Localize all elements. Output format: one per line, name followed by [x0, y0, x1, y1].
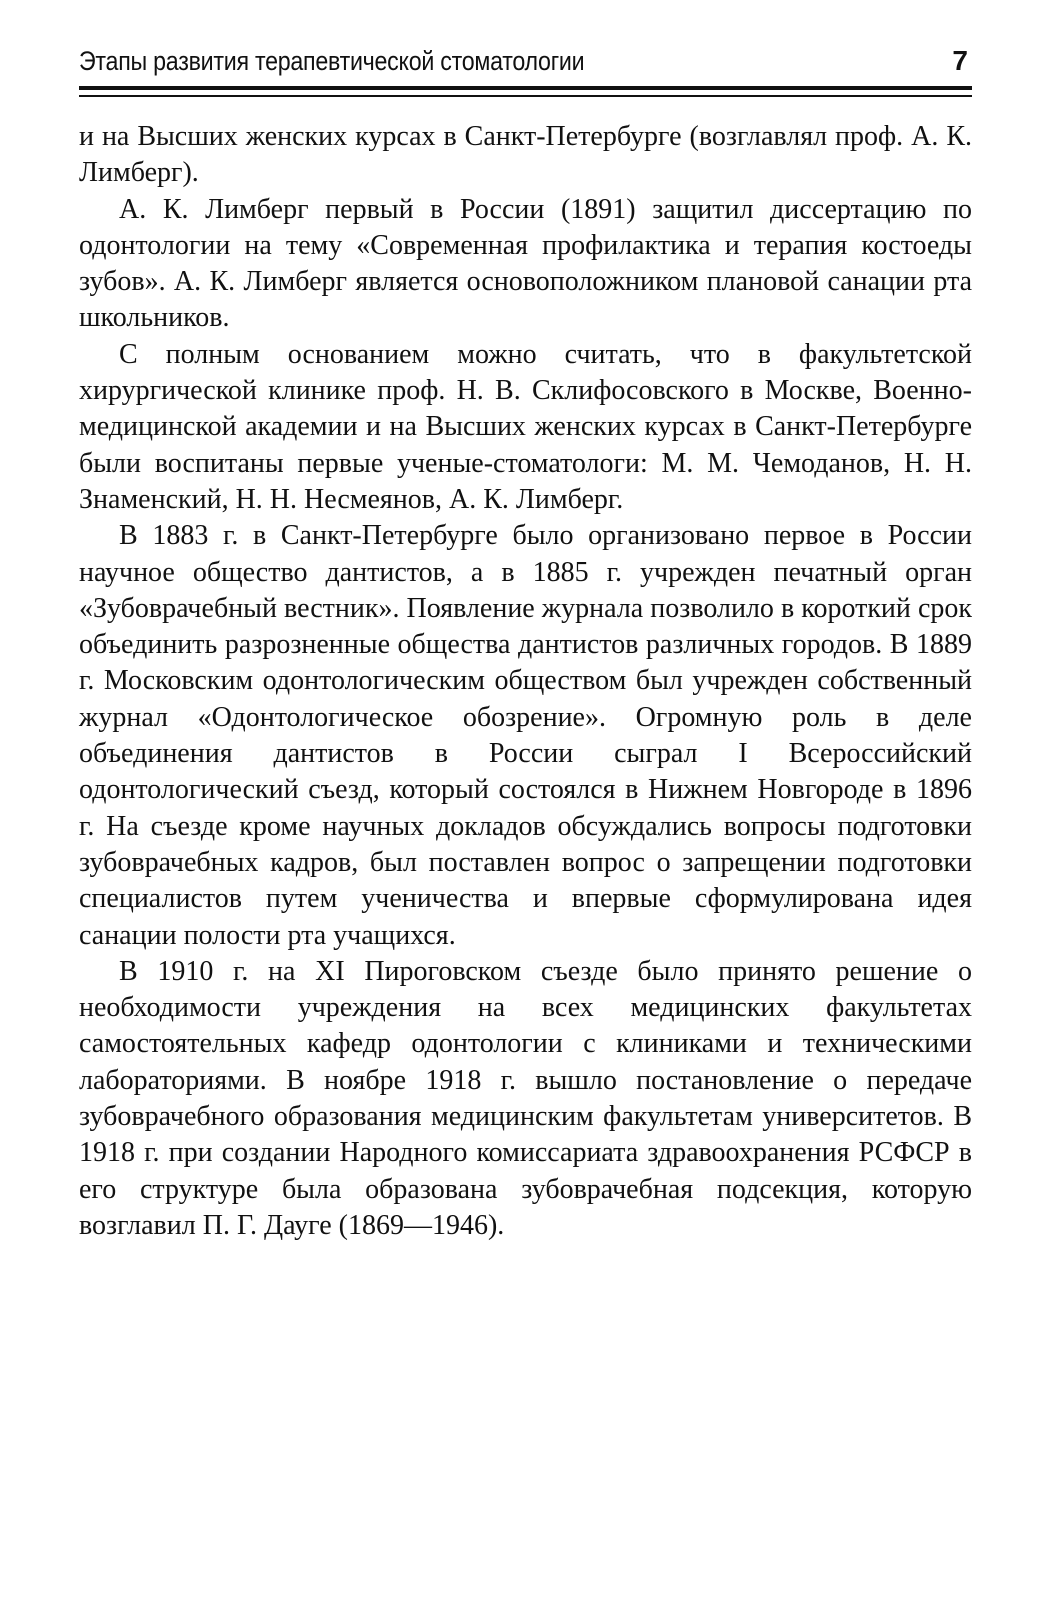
running-head [79, 44, 972, 84]
header-rule-thick [79, 86, 972, 90]
paragraph: А. К. Лимберг первый в России (1891) защитил диссертацию по одонтологии на тему «Современная профилактика и терапия костоеды зубов». А. К. Лимберг является основоположником плановой санации рта школьников. [79, 193, 972, 334]
paragraph: В 1910 г. на XI Пироговском съезде было принято решение о необходимости учреждения на всех медицинских факультетах самостоятельных кафедр одонтологии с клиниками и техническими лабораториями. В ноябре 1918 г. вышло постановление о передаче зубоврачебного образования медицинским факультетам университетов. В 1918 г. при создании Народного комиссариата здравоохранения РСФСР в его структуре была образована зубоврачебная подсекция, которую возглавил П. Г. Дауге (1869—1946). [79, 955, 972, 1241]
paragraph: С полным основанием можно считать, что в факультетской хирургической клинике проф. Н. В. Склифосовского в Москве, Военно-медицинской академии и на Высших женских курсах в Санкт-Петербурге были воспитаны первые ученые-стоматологи: М. М. Чемоданов, Н. Н. Знаменский, Н. Н. Несмеянов, А. К. Лимберг. [79, 338, 972, 515]
header-rule-thin [79, 95, 972, 97]
running-title: Этапы развития терапевтической стоматологии [79, 46, 585, 76]
page-number: 7 [952, 45, 968, 76]
paragraph-continuation: и на Высших женских курсах в Санкт-Петербурге (возглавлял проф. А. К. Лимберг). [79, 121, 972, 189]
paragraph: В 1883 г. в Санкт-Петербурге было организовано первое в России научное общество дантистов, а в 1885 г. учрежден печатный орган «Зубоврачебный вестник». Появление журнала позволило в короткий срок объединить разрозненные общества дантистов различных городов. В 1889 г. Московским одонтологическим обществом был учрежден собственный журнал «Одонтологическое обозрение». Огромную роль в деле объединения дантистов в России сыграл I Всероссийский одонтологический съезд, который состоялся в Нижнем Новгороде в 1896 г. На съезде кроме научных докладов обсуждались вопросы подготовки зубоврачебных кадров, был поставлен вопрос о запрещении подготовки специалистов путем ученичества и впервые сформулирована идея санации полости рта учащихся. [79, 520, 972, 951]
body-text [79, 119, 972, 1244]
